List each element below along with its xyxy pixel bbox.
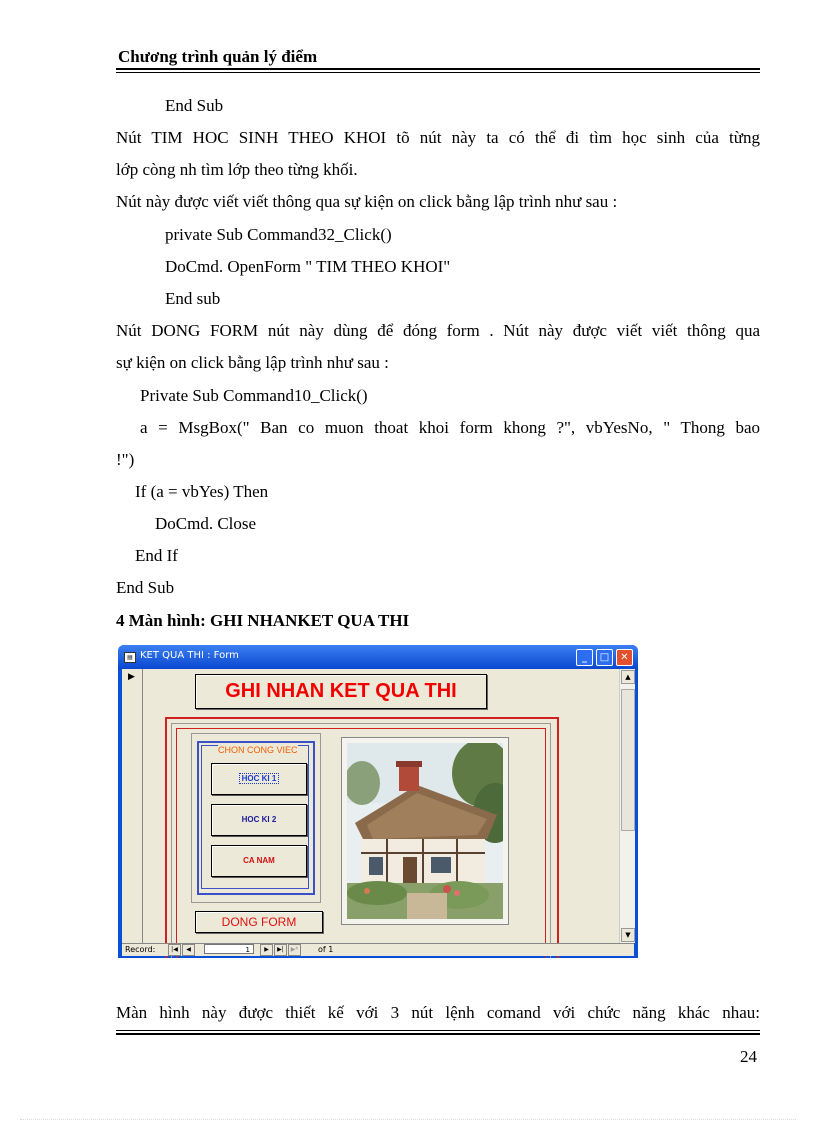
body-line: End If [135, 546, 178, 565]
form-icon: ▤ [124, 652, 136, 663]
body-line: If (a = vbYes) Then [135, 482, 269, 501]
header-rule-thin [116, 72, 760, 73]
body-line: DoCmd. OpenForm " TIM THEO KHOI" [165, 257, 451, 276]
hoc-ki-1-label: HOC KI 1 [239, 773, 280, 784]
record-navigation-bar [122, 943, 634, 956]
window-title: KET QUA THI : Form [140, 650, 239, 661]
form-heading-button[interactable]: GHI NHAN KET QUA THI [195, 674, 487, 709]
previous-record-button[interactable]: ◀ [182, 944, 195, 956]
body-line: DoCmd. Close [155, 514, 257, 533]
form-canvas [143, 669, 619, 943]
new-record-button[interactable]: ▶* [288, 944, 301, 956]
footer-text: Màn hình này được thiết kế với 3 nút lệnh comand với chức năng khác nhau: [116, 1003, 760, 1022]
form-window [118, 645, 638, 958]
body-line: sự kiện on click bằng lập trình như sau : [116, 353, 389, 372]
hoc-ki-2-button[interactable]: HOC KI 2 [211, 804, 307, 836]
scroll-thumb[interactable] [621, 689, 635, 831]
next-record-button[interactable]: ▶ [260, 944, 273, 956]
body-line: lớp còng nh tìm lớp theo từng khối. [116, 160, 358, 179]
vertical-scrollbar[interactable] [619, 669, 635, 943]
group-label: CHON CONG VIEC [218, 745, 298, 755]
hoc-ki-1-button[interactable] [211, 763, 307, 795]
form-client [122, 669, 634, 955]
footer-rule-thick [116, 1033, 760, 1035]
picture-frame [341, 737, 509, 925]
close-button[interactable]: ✕ [616, 649, 633, 666]
record-selector[interactable] [122, 669, 143, 943]
scroll-up-button[interactable]: ▲ [621, 670, 635, 684]
body-line: Nút này được viết viết thông qua sự kiện on click bằng lập trình như sau : [116, 192, 618, 211]
cottage-picture [347, 743, 503, 919]
scroll-down-button[interactable]: ▼ [621, 928, 635, 942]
section-heading: 4 Màn hình: GHI NHANKET QUA THI [116, 611, 410, 630]
bottom-divider [20, 1119, 796, 1120]
ca-nam-button[interactable]: CA NAM [211, 845, 307, 877]
record-count: of 1 [318, 945, 334, 954]
header-rule-thick [116, 68, 760, 70]
body-line: End Sub [165, 96, 224, 115]
body-line: !") [116, 450, 135, 469]
dong-form-button[interactable]: DONG FORM [195, 911, 323, 933]
body-line: a = MsgBox(" Ban co muon thoat khoi form khong ?", vbYesNo, " Thong bao [140, 418, 760, 437]
maximize-button[interactable]: □ [596, 649, 613, 666]
body-line: End sub [165, 289, 221, 308]
body-line: End Sub [116, 578, 175, 597]
window-titlebar [118, 645, 638, 669]
footer-rule-thin [116, 1030, 760, 1031]
body-line: Nút DONG FORM nút này dùng để đóng form . Nút này được viết viết thông qua [116, 321, 760, 340]
record-pointer-icon: ▶ [128, 672, 135, 682]
last-record-button[interactable]: ▶| [274, 944, 287, 956]
body-line: private Sub Command32_Click() [165, 225, 392, 244]
first-record-button[interactable]: |◀ [168, 944, 181, 956]
page-header-title: Chương trình quản lý điểm [118, 47, 318, 66]
minimize-button[interactable]: _ [576, 649, 593, 666]
body-line: Private Sub Command10_Click() [140, 386, 368, 405]
page-number: 24 [740, 1047, 757, 1066]
record-number-field[interactable]: 1 [204, 944, 254, 954]
record-label: Record: [125, 945, 156, 954]
body-line: Nút TIM HOC SINH THEO KHOI tõ nút này ta có thể đi tìm học sinh của từng [116, 128, 760, 147]
